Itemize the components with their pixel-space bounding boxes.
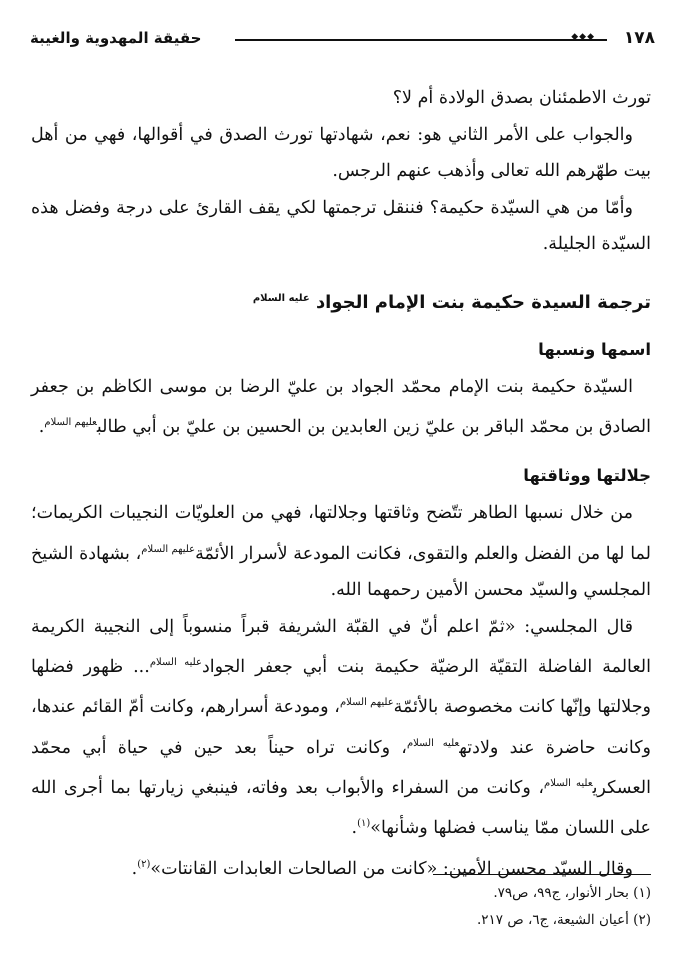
quote-text: وقال السيّد محسن الأمين: «كانت من الصالحات العابدات القانتات» [150, 858, 633, 879]
virtue-paragraph [31, 495, 651, 608]
header-rule [235, 39, 607, 41]
section-title: ترجمة السيدة حكيمة بنت الإمام الجواد [315, 291, 651, 313]
page-number: ١٧٨ [623, 28, 655, 48]
majlisi-quote [31, 609, 651, 847]
paragraph: والجواب على الأمر الثاني هو: نعم، شهادتها تورث الصدق في أقوالها، فهي من أهل بيت طهّرهم الله تعالى وأذهب عنهم الرجس. [31, 124, 651, 181]
section-heading [31, 283, 651, 319]
footnotes [31, 880, 651, 934]
honorific-mark: عليهم السلام [44, 417, 97, 428]
lineage-text: السيّدة حكيمة بنت الإمام محمّد الجواد بن عليّ الرضا بن موسى الكاظم بن جعفر الصادق بن محمّد الباقر بن عليّ زين العابدين بن الحسين بن عليّ بن أبي طالب [31, 376, 651, 437]
honorific-mark: عليهم السلام [141, 543, 196, 555]
book-title: حقيقة المهدوية والغيبة [30, 29, 202, 47]
subheading-name-lineage: اسمها ونسبها [538, 339, 651, 359]
honorific-mark: عليه السلام [252, 292, 310, 304]
virtue-text: من خلال نسبها الطاهر تتّضح وثاقتها وجلالتها، فهي من العلويّات النجيبات الكريمات؛ لما لها من الفضل والعلم والتقوى، فكانت المودعة لأسرار الأئمّة [31, 503, 651, 564]
honorific-mark: عليه السلام [544, 778, 593, 790]
honorific-mark: عليه السلام [406, 737, 460, 749]
main-text [31, 80, 651, 887]
footnote-divider [433, 874, 651, 875]
quote-text: ، وكانت من السفراء والأبواب بعد وفاته، فينبغي زيارتها بما أجرى الله على اللسان ممّا يناسب فضلها وشأنها» [31, 777, 651, 839]
punctuation: . [131, 858, 138, 879]
punctuation: . [351, 818, 358, 839]
virtue-text-end: ، بشهادة الشيخ المجلسي والسيّد محسن الأمين رحمهما الله. [31, 543, 651, 601]
quote-text: قال المجلسي: «ثمّ اعلم أنّ في القبّة الشريفة قبراً منسوباً إلى النجيبة الكريمة العالمة الفاضلة التقيّة الرضيّة حكيمة بنت أبي جعفر الجواد [31, 616, 651, 677]
subheading-virtue: جلالتها ووثاقتها [523, 466, 651, 486]
punctuation: . [38, 416, 45, 437]
quote-text: ، وكانت تراه حيناً بعد حين في حياة أبي محمّد العسكري [31, 737, 652, 798]
footnote: (١) بحار الأنوار، ج٩٩، ص٧٩. [493, 885, 651, 901]
footnote-ref: (١) [357, 818, 371, 830]
page-header [30, 28, 655, 56]
paragraph: وأمّا من هي السيّدة حكيمة؟ فننقل ترجمتها لكي يقف القارئ على درجة وفضل هذه السيّدة الجليلة. [31, 197, 651, 254]
quote-text: ، ومودعة أسرارهم، وكانت أمّ القائم عندها، وكانت حاضرة عند ولادته [31, 697, 651, 758]
paragraph: تورث الاطمئنان بصدق الولادة أم لا؟ [392, 88, 651, 108]
honorific-mark: عليهم السلام [339, 697, 394, 709]
footnote: (٢) أعيان الشيعة، ج٦، ص ٢١٧. [477, 912, 651, 928]
footnote-ref: (٢) [137, 858, 151, 870]
honorific-mark: عليه السلام [149, 657, 202, 669]
quote-text: ... ظهور فضلها وجلالتها وإنّها كانت مخصوصة بالأئمّة [31, 656, 651, 718]
lineage-paragraph [31, 369, 651, 446]
header-ornament: ◆◆◆ [571, 32, 595, 42]
